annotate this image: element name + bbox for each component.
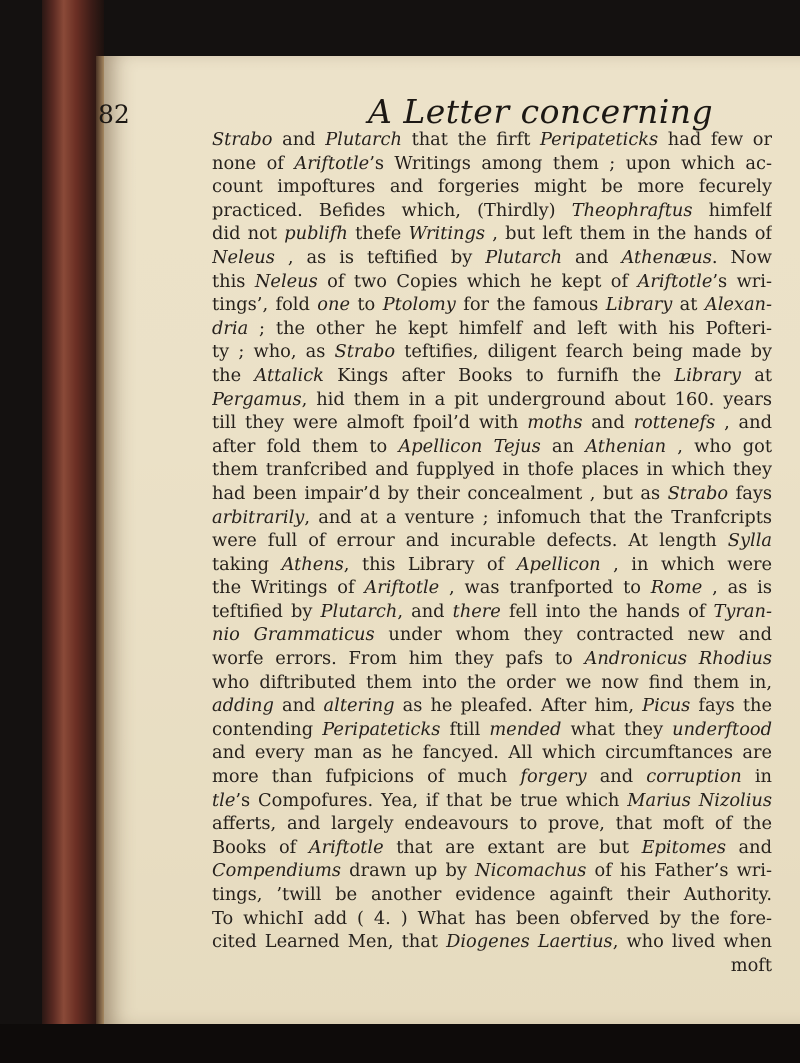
roman-text: none of	[212, 152, 295, 174]
roman-text: worfe errors. From him they pafs to	[212, 648, 585, 670]
text-line	[212, 553, 772, 577]
roman-text: teftified by	[212, 600, 321, 622]
roman-text: ; the other he kept himfelf and left with his Pofteri-	[248, 317, 772, 339]
roman-text: this	[212, 270, 255, 292]
roman-text: . Now	[711, 246, 772, 268]
text-line	[212, 694, 772, 718]
body-text	[212, 128, 772, 977]
roman-text: that are extant are but	[383, 836, 642, 858]
text-line	[212, 482, 772, 506]
italic-text: Athenian	[585, 435, 667, 457]
text-line	[212, 930, 772, 954]
roman-text: and	[586, 766, 647, 788]
text-line	[212, 364, 772, 388]
italic-text: Theophraftus	[571, 199, 693, 221]
text-line	[212, 907, 772, 931]
text-line	[212, 765, 772, 789]
italic-text: Neleus	[212, 246, 275, 268]
text-line	[212, 270, 772, 294]
roman-text: drawn up by	[341, 860, 476, 882]
italic-text: Plutarch	[325, 129, 402, 150]
italic-text: Rome	[650, 577, 703, 599]
italic-text: Writings	[408, 223, 486, 245]
italic-text: moths	[527, 412, 583, 434]
roman-text: , as is	[702, 577, 772, 599]
roman-text: ty ; who, as	[212, 341, 335, 363]
roman-text: practiced. Befides which, (Thirdly)	[212, 199, 572, 221]
roman-text: fell into the hands of	[500, 600, 714, 622]
page-number: 82	[98, 100, 130, 129]
roman-text: did not	[212, 223, 285, 245]
book-spine	[42, 0, 104, 1063]
roman-text: that the firft	[401, 129, 540, 150]
italic-text: mended	[489, 718, 562, 740]
roman-text: , but left them in the hands of	[485, 223, 772, 245]
italic-text: Tyran-	[713, 600, 772, 622]
text-line	[212, 293, 772, 317]
text-line	[212, 340, 772, 364]
italic-text: dria	[212, 317, 249, 339]
roman-text: ftill	[440, 718, 490, 740]
roman-text: of his Father’s wri-	[586, 860, 772, 882]
text-line	[212, 859, 772, 883]
text-line	[212, 128, 772, 152]
roman-text: were full of errour and incurable defects. At length	[212, 530, 728, 552]
roman-text: who diftributed them into the order we now find them in,	[212, 671, 772, 693]
roman-text: count impoftures and forgeries might be more fecurely	[212, 176, 772, 198]
italic-text: Ariftotle	[294, 152, 370, 174]
roman-text: fays	[728, 482, 772, 504]
italic-text: Apellicon Tejus	[398, 435, 541, 457]
italic-text: Ariftotle	[308, 836, 384, 858]
roman-text: at	[740, 364, 772, 386]
roman-text: , and	[397, 600, 453, 622]
roman-text: contending	[212, 718, 323, 740]
roman-text: , as is teftified by	[274, 246, 486, 268]
roman-text: the Writings of	[212, 577, 365, 599]
roman-text: tings’, fold	[212, 294, 318, 316]
roman-text: in	[741, 766, 772, 788]
italic-text: arbitrarily	[212, 506, 305, 528]
text-line	[212, 600, 772, 624]
italic-text: Athens	[281, 553, 344, 575]
text-line	[212, 647, 772, 671]
roman-text: tings, ’twill be another evidence againft their Authority.	[212, 884, 772, 905]
roman-text: the	[212, 364, 255, 386]
roman-text: ’s Compofures. Yea, if that be true which	[235, 789, 628, 811]
roman-text: what they	[561, 718, 673, 740]
text-line	[212, 411, 772, 435]
roman-text: fays the	[690, 695, 772, 717]
roman-text: and	[582, 412, 634, 434]
roman-text: till they were almoft fpoil’d with	[212, 412, 528, 434]
text-line	[212, 152, 772, 176]
italic-text: Athenæus	[621, 246, 712, 268]
roman-text: himfelf	[692, 199, 772, 221]
roman-text: taking	[212, 553, 282, 575]
text-line	[212, 388, 772, 412]
roman-text: , hid them in a pit underground about 160. years	[301, 388, 772, 410]
roman-text: ’s Writings among them ; upon which ac-	[369, 152, 772, 174]
italic-text: Marius Nizolius	[627, 789, 772, 811]
roman-text: To whichI add ( 4. ) What has been obferved by the fore-	[212, 907, 772, 929]
text-line	[212, 623, 772, 647]
text-line	[212, 506, 772, 530]
catchword	[212, 954, 772, 978]
italic-text: Strabo	[212, 129, 273, 150]
italic-text: Ariftotle	[637, 270, 713, 292]
italic-text: adding	[212, 695, 274, 717]
italic-text: Sylla	[727, 530, 772, 552]
text-line	[212, 222, 772, 246]
italic-text: publifh	[284, 223, 348, 245]
roman-text: as he pleafed. After him,	[394, 695, 643, 717]
italic-text: Ariftotle	[364, 577, 440, 599]
roman-text: ’s wri-	[712, 270, 772, 292]
roman-text: and	[273, 695, 324, 717]
roman-text: , who got	[666, 435, 772, 457]
italic-text: underftood	[672, 718, 772, 740]
text-line	[212, 812, 772, 836]
italic-text: rottenefs	[633, 412, 716, 434]
italic-text: Andronicus Rhodius	[584, 648, 772, 670]
italic-text: Plutarch	[320, 600, 398, 622]
roman-text: cited Learned Men, that	[212, 931, 447, 953]
roman-text: , and	[715, 412, 772, 434]
roman-text: thefe	[347, 223, 409, 245]
italic-text: Neleus	[254, 270, 318, 292]
roman-text: and	[725, 836, 772, 858]
roman-text: had been impair’d by their concealment , but as	[212, 482, 668, 504]
italic-text: Library	[605, 294, 673, 316]
running-title: A Letter concerning	[368, 92, 714, 131]
italic-text: Peripateticks	[322, 718, 441, 740]
roman-text: afferts, and largely endeavours to prove, that moft of the	[212, 813, 772, 835]
italic-text: there	[452, 600, 501, 622]
roman-text: and	[272, 129, 326, 150]
roman-text: had few or	[658, 129, 772, 150]
italic-text: one	[317, 294, 350, 316]
italic-text: Pergamus	[212, 388, 302, 410]
italic-text: Strabo	[667, 482, 729, 504]
italic-text: forgery	[520, 766, 587, 788]
text-line	[212, 576, 772, 600]
italic-text: nio Grammaticus	[212, 624, 375, 646]
text-line	[212, 317, 772, 341]
italic-text: Alexan-	[704, 294, 772, 316]
text-line	[212, 718, 772, 742]
italic-text: Compendiums	[212, 860, 342, 882]
roman-text: an	[540, 435, 586, 457]
italic-text: Epitomes	[641, 836, 726, 858]
roman-text: and every man as he fancyed. All which circumftances are	[212, 742, 772, 764]
roman-text: , who lived when	[612, 931, 772, 953]
roman-text: Books of	[212, 836, 309, 858]
italic-text: Ptolomy	[382, 294, 456, 316]
roman-text: Kings after Books to furnifh the	[323, 364, 675, 386]
roman-text: teftifies, diligent fearch being made by	[395, 341, 772, 363]
italic-text: Nicomachus	[475, 860, 587, 882]
italic-text: Strabo	[334, 341, 396, 363]
italic-text: Plutarch	[485, 246, 563, 268]
roman-text: under whom they contracted new and	[374, 624, 772, 646]
italic-text: altering	[323, 695, 395, 717]
italic-text: Library	[674, 364, 741, 386]
italic-text: Peripateticks	[539, 129, 659, 150]
text-line	[212, 246, 772, 270]
italic-text: tle	[212, 789, 236, 811]
italic-text: Attalick	[254, 364, 324, 386]
roman-text: after fold them to	[212, 435, 399, 457]
text-line	[212, 741, 772, 765]
italic-text: corruption	[646, 766, 742, 788]
roman-text: to	[349, 294, 383, 316]
roman-text: , was tranfported to	[439, 577, 651, 599]
text-line	[212, 175, 772, 199]
text-line	[212, 199, 772, 223]
roman-text: and	[562, 246, 622, 268]
roman-text: for the famous	[455, 294, 606, 316]
text-line	[212, 883, 772, 907]
italic-text: Apellicon	[516, 553, 601, 575]
roman-text: of two Copies which he kept of	[317, 270, 638, 292]
roman-text: them tranfcribed and fupplyed in thofe places in which they	[212, 459, 772, 481]
text-line	[212, 671, 772, 695]
bottom-shadow	[0, 1024, 800, 1063]
text-line	[212, 789, 772, 813]
roman-text: more than fufpicions of much	[212, 766, 521, 788]
text-line	[212, 435, 772, 459]
text-line	[212, 529, 772, 553]
roman-text: moft	[730, 954, 772, 976]
text-line	[212, 836, 772, 860]
italic-text: Diogenes Laertius	[446, 931, 613, 953]
roman-text: , this Library of	[343, 553, 517, 575]
roman-text: , and at a venture ; infomuch that the Tranfcripts	[304, 506, 772, 528]
text-line	[212, 458, 772, 482]
roman-text: , in which were	[600, 553, 772, 575]
italic-text: Picus	[642, 695, 691, 717]
roman-text: at	[672, 294, 705, 316]
